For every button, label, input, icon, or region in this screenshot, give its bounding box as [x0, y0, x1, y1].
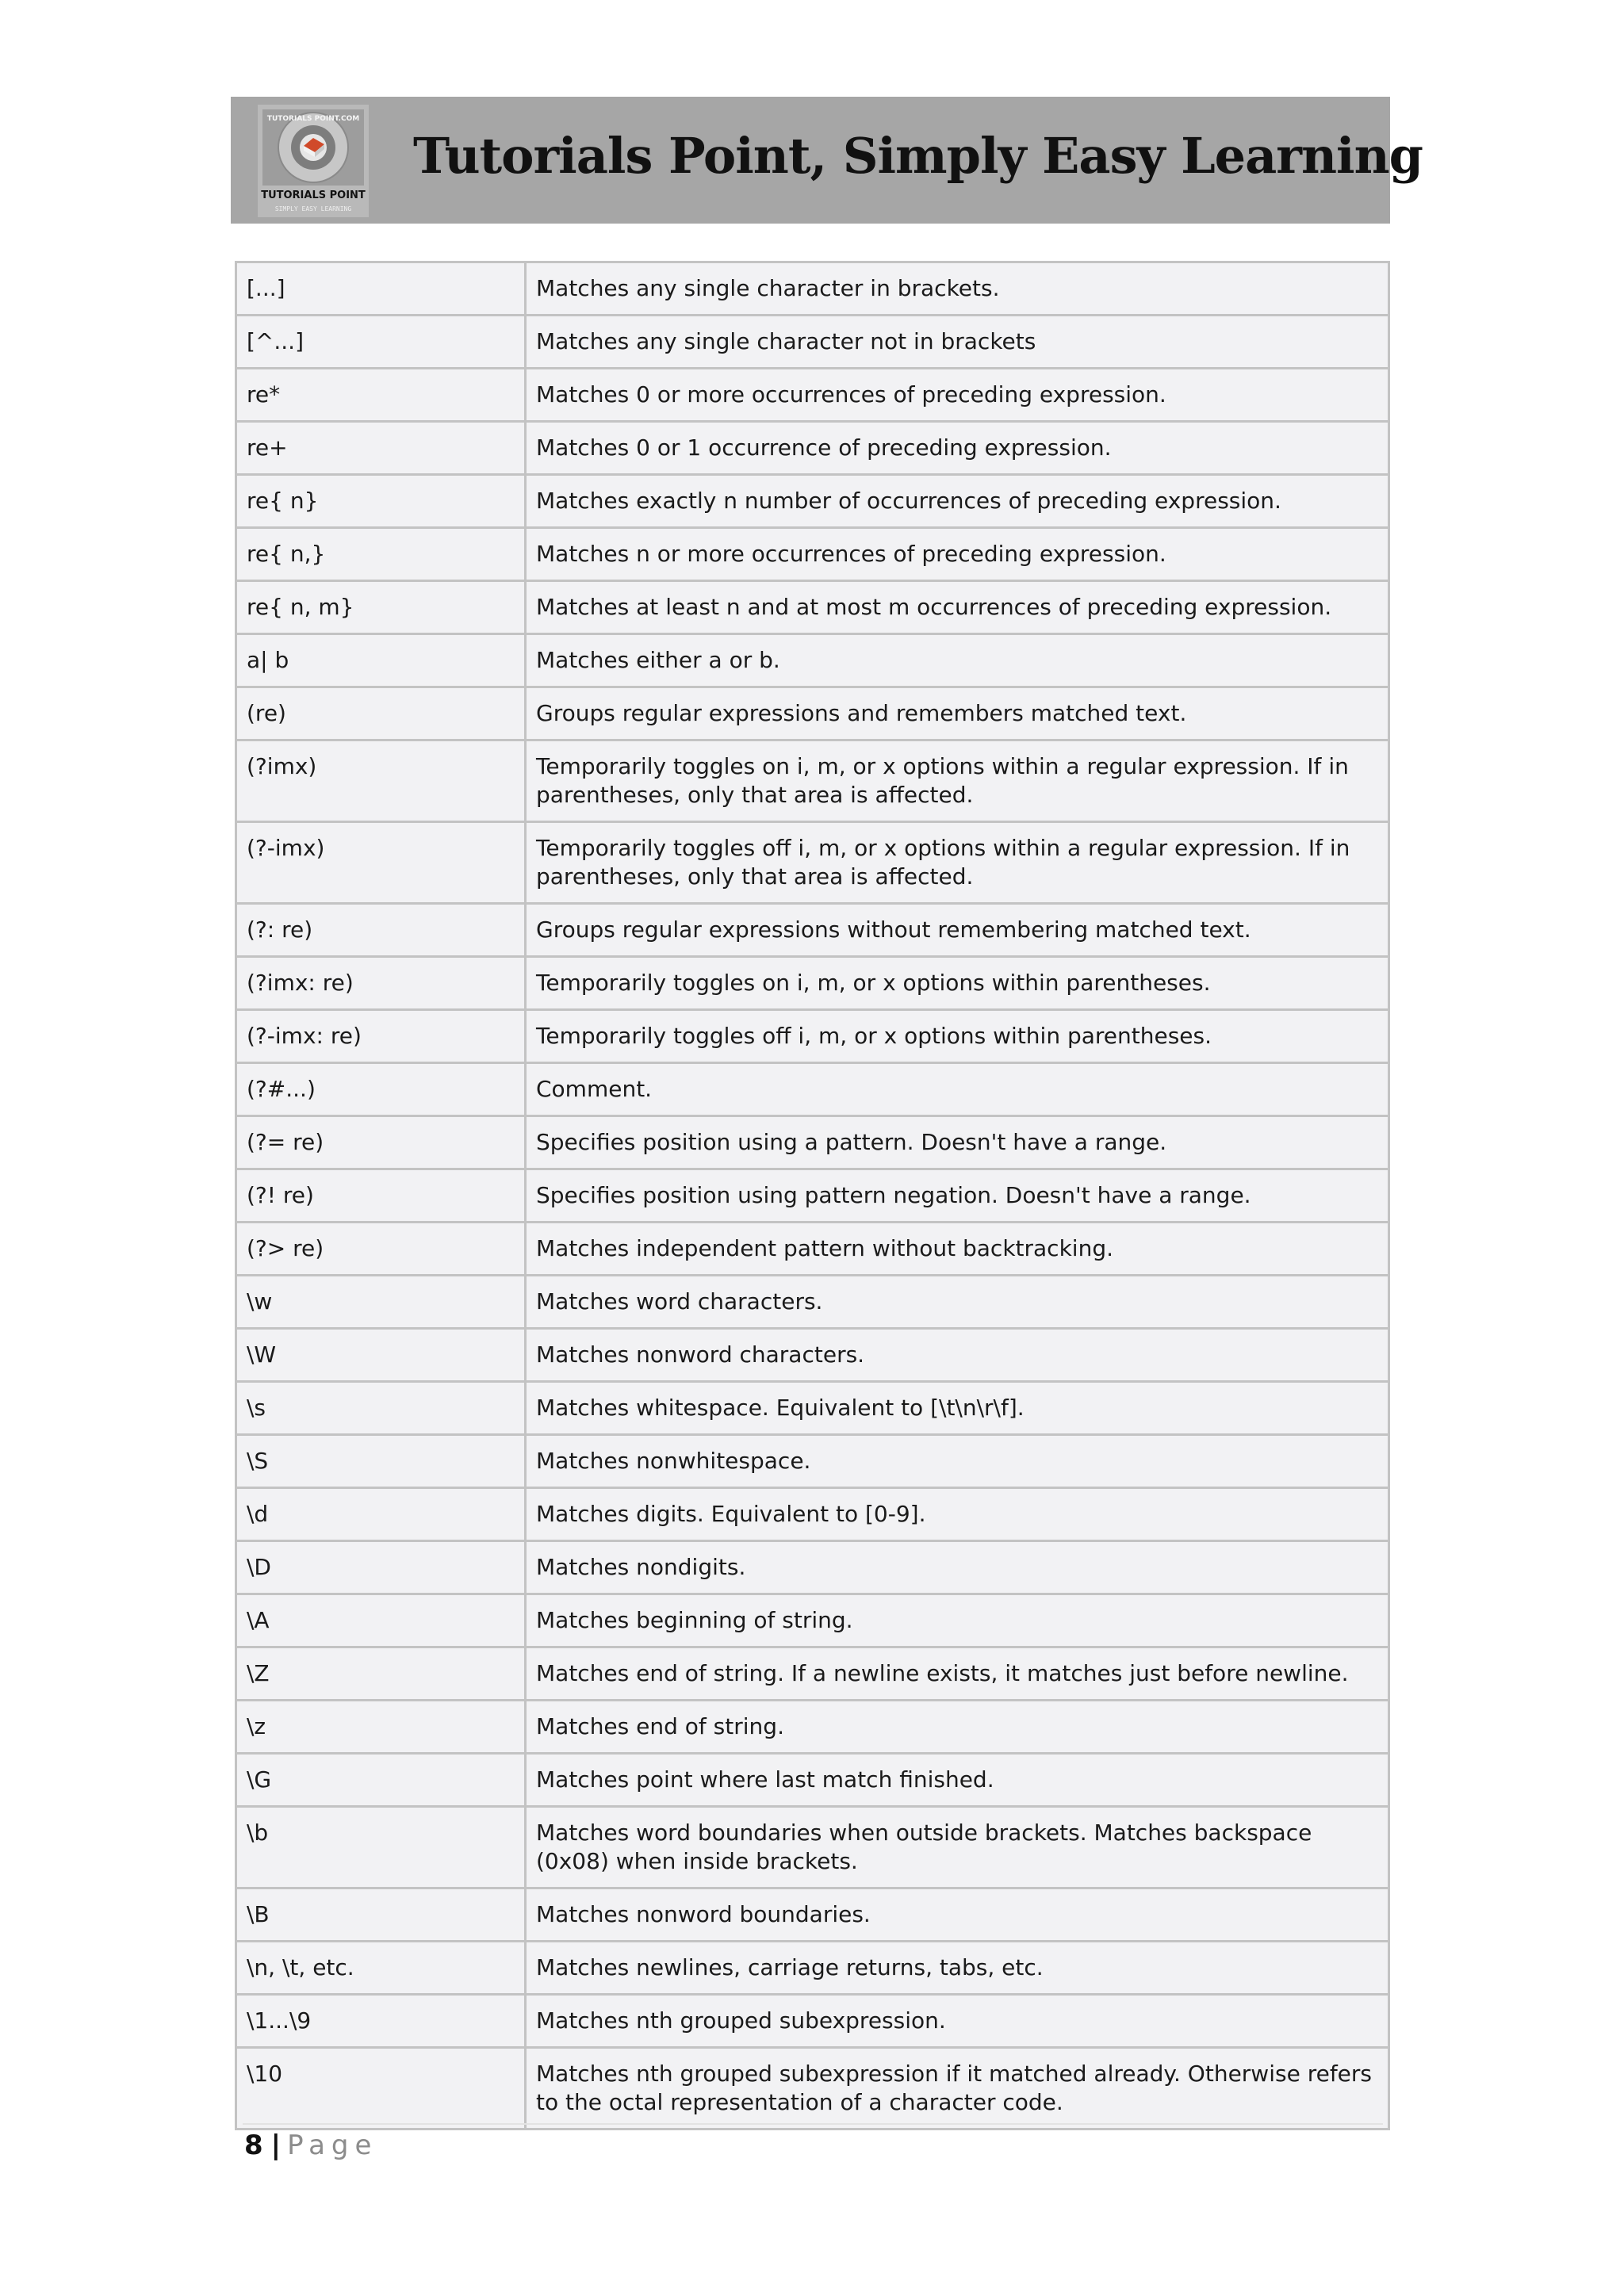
table-row	[236, 1701, 1389, 1754]
pattern-cell: a| b	[236, 634, 526, 687]
pattern-cell: \s	[236, 1382, 526, 1435]
description-cell: Matches nth grouped subexpression.	[526, 1995, 1389, 2048]
table-row	[236, 904, 1389, 957]
pattern-cell: (?= re)	[236, 1116, 526, 1169]
pattern-cell: re{ n}	[236, 475, 526, 528]
logo-tagline: SIMPLY EASY LEARNING	[274, 205, 352, 212]
description-cell: Matches n or more occurrences of preceding expression.	[526, 528, 1389, 581]
pattern-cell: \b	[236, 1807, 526, 1888]
table-row	[236, 634, 1389, 687]
pattern-cell: (?#...)	[236, 1063, 526, 1116]
table-row	[236, 740, 1389, 822]
table-row	[236, 1435, 1389, 1488]
page-label: Page	[287, 2130, 378, 2161]
table-row	[236, 1541, 1389, 1594]
description-cell: Matches at least n and at most m occurrences of preceding expression.	[526, 581, 1389, 634]
description-cell: Groups regular expressions and remembers matched text.	[526, 687, 1389, 740]
description-cell: Matches either a or b.	[526, 634, 1389, 687]
table-row	[236, 369, 1389, 422]
table-row	[236, 1116, 1389, 1169]
pattern-cell: \S	[236, 1435, 526, 1488]
pattern-cell: \Z	[236, 1647, 526, 1701]
pattern-cell: \B	[236, 1888, 526, 1942]
table-row	[236, 1942, 1389, 1995]
table-row	[236, 822, 1389, 904]
description-cell: Matches nonword boundaries.	[526, 1888, 1389, 1942]
pattern-cell: re+	[236, 422, 526, 475]
table-row	[236, 1888, 1389, 1942]
pattern-cell: (re)	[236, 687, 526, 740]
table-row	[236, 1010, 1389, 1063]
table-row	[236, 1995, 1389, 2048]
page-number: 8	[244, 2130, 263, 2161]
description-cell: Matches nondigits.	[526, 1541, 1389, 1594]
table-row	[236, 475, 1389, 528]
description-cell: Matches any single character in brackets.	[526, 262, 1389, 316]
description-cell: Matches whitespace. Equivalent to [\t\n\r\f].	[526, 1382, 1389, 1435]
description-cell: Temporarily toggles off i, m, or x options within a regular expression. If in parentheses, only that area is affected.	[526, 822, 1389, 904]
header-title: Tutorials Point, Simply Easy Learning	[413, 127, 1423, 185]
table-row	[236, 687, 1389, 740]
table-row	[236, 1063, 1389, 1116]
table-row	[236, 1647, 1389, 1701]
table-row	[236, 1223, 1389, 1276]
pattern-cell: \z	[236, 1701, 526, 1754]
table-row	[236, 422, 1389, 475]
description-cell: Matches digits. Equivalent to [0-9].	[526, 1488, 1389, 1541]
description-cell: Matches nonword characters.	[526, 1329, 1389, 1382]
description-cell: Temporarily toggles off i, m, or x options within parentheses.	[526, 1010, 1389, 1063]
pattern-cell: \1...\9	[236, 1995, 526, 2048]
description-cell: Matches exactly n number of occurrences of preceding expression.	[526, 475, 1389, 528]
description-cell: Matches end of string.	[526, 1701, 1389, 1754]
pattern-cell: \G	[236, 1754, 526, 1807]
table-row	[236, 316, 1389, 369]
description-cell: Matches 0 or 1 occurrence of preceding expression.	[526, 422, 1389, 475]
pattern-cell: \10	[236, 2048, 526, 2130]
pattern-cell: (?-imx)	[236, 822, 526, 904]
pattern-cell: (?imx: re)	[236, 957, 526, 1010]
description-cell: Matches newlines, carriage returns, tabs, etc.	[526, 1942, 1389, 1995]
pattern-cell: (?! re)	[236, 1169, 526, 1223]
pattern-cell: re{ n, m}	[236, 581, 526, 634]
table-row	[236, 528, 1389, 581]
table-row	[236, 1807, 1389, 1888]
description-cell: Matches nth grouped subexpression if it matched already. Otherwise refers to the octal representation of a character code.	[526, 2048, 1389, 2130]
header-banner	[231, 97, 1423, 224]
table-row	[236, 957, 1389, 1010]
table-row	[236, 581, 1389, 634]
description-cell: Specifies position using a pattern. Doesn't have a range.	[526, 1116, 1389, 1169]
logo-top-text: TUTORIALS POINT.COM	[266, 115, 360, 123]
page-separator: |	[270, 2130, 282, 2161]
pattern-cell: (?: re)	[236, 904, 526, 957]
table-row	[236, 1382, 1389, 1435]
pattern-cell: re{ n,}	[236, 528, 526, 581]
description-cell: Specifies position using pattern negation. Doesn't have a range.	[526, 1169, 1389, 1223]
pattern-cell: \w	[236, 1276, 526, 1329]
tutorials-point-logo	[258, 105, 369, 217]
page-footer	[244, 2130, 377, 2161]
description-cell: Matches 0 or more occurrences of preceding expression.	[526, 369, 1389, 422]
pattern-cell: (?imx)	[236, 740, 526, 822]
description-cell: Matches independent pattern without backtracking.	[526, 1223, 1389, 1276]
pattern-cell: re*	[236, 369, 526, 422]
description-cell: Matches nonwhitespace.	[526, 1435, 1389, 1488]
description-cell: Matches word characters.	[526, 1276, 1389, 1329]
pattern-cell: (?> re)	[236, 1223, 526, 1276]
description-cell: Matches word boundaries when outside brackets. Matches backspace (0x08) when inside brackets.	[526, 1807, 1389, 1888]
footer-divider	[243, 2123, 1383, 2125]
regex-syntax-table	[235, 261, 1390, 2130]
logo-main-text: TUTORIALS POINT	[261, 189, 366, 201]
table-row	[236, 1329, 1389, 1382]
pattern-cell: \n, \t, etc.	[236, 1942, 526, 1995]
pattern-cell: \W	[236, 1329, 526, 1382]
description-cell: Temporarily toggles on i, m, or x options within parentheses.	[526, 957, 1389, 1010]
description-cell: Groups regular expressions without remembering matched text.	[526, 904, 1389, 957]
description-cell: Matches beginning of string.	[526, 1594, 1389, 1647]
table-row	[236, 1276, 1389, 1329]
description-cell: Matches point where last match finished.	[526, 1754, 1389, 1807]
description-cell: Matches end of string. If a newline exists, it matches just before newline.	[526, 1647, 1389, 1701]
table-row	[236, 1594, 1389, 1647]
table-row	[236, 1488, 1389, 1541]
pattern-cell: \A	[236, 1594, 526, 1647]
table-row	[236, 262, 1389, 316]
pattern-cell: [^...]	[236, 316, 526, 369]
regex-table-body	[236, 262, 1389, 2130]
table-row	[236, 1169, 1389, 1223]
pattern-cell: (?-imx: re)	[236, 1010, 526, 1063]
logo-graphic	[258, 105, 369, 217]
description-cell: Comment.	[526, 1063, 1389, 1116]
description-cell: Temporarily toggles on i, m, or x options within a regular expression. If in parentheses, only that area is affected.	[526, 740, 1389, 822]
table-row	[236, 1754, 1389, 1807]
table-row	[236, 2048, 1389, 2130]
pattern-cell: \D	[236, 1541, 526, 1594]
pattern-cell: \d	[236, 1488, 526, 1541]
description-cell: Matches any single character not in brackets	[526, 316, 1389, 369]
pattern-cell: [...]	[236, 262, 526, 316]
